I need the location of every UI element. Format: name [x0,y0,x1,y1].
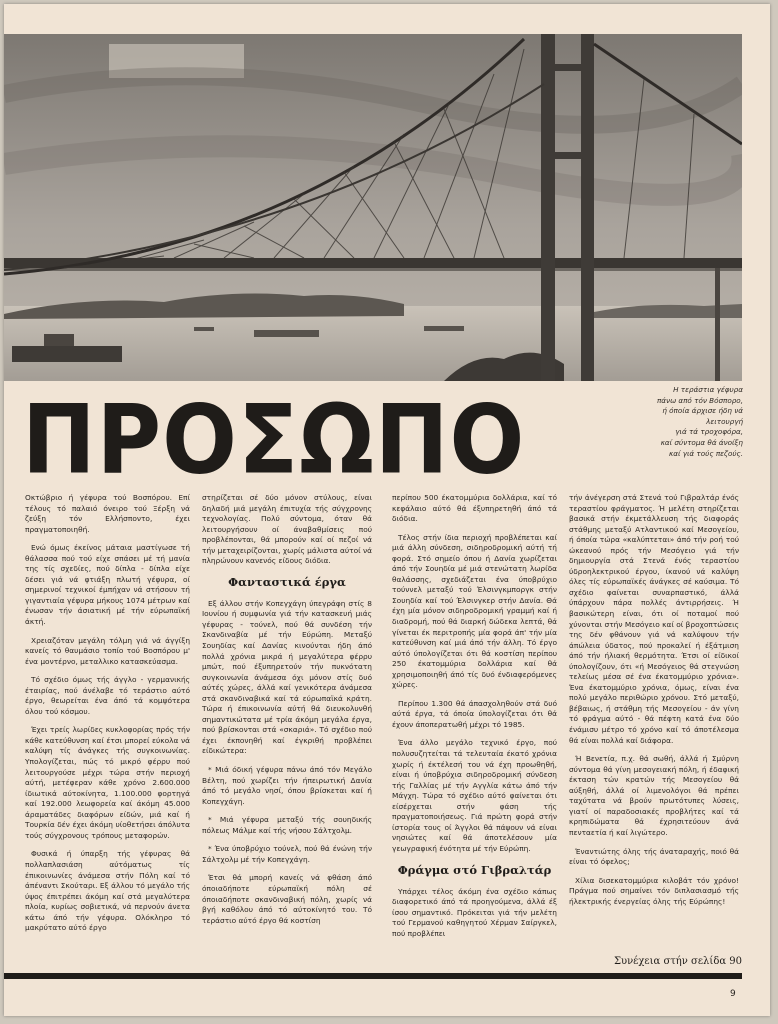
paragraph: Τό σχέδιο όμως τής άγγλο - γερμανικής έταιρίας, πού άνέλαβε τό τεράστιο αύτό έργο, θεωρείται ένα άπό τά κομψότερα όλου τού κόσμου. [25,675,190,716]
paragraph: Χίλια δισεκατομμύρια κιλοβάτ τόν χρόνο! Πράγμα πού σημαίνει τόν διπλασιασμό τής ήλεκτρικής ένεργείας όλης τής Εύρώπης! [569,875,739,906]
paragraph: Εξ άλλου στήν Κοπεγχάγη ύπεγράφη στίς 8 Ιουνίου ή συμφωνία γιά τήν κατασκευή μιάς γέφυρας - τούνελ, πού θά συνδέση τήν Σκανδιναβία μέ τήν Εύρώπη. Μεταξύ Σουηδίας καί Δανίας κινούνται ήδη άπό πολλά χρόνια μικρά ή μεγαλύτερα φέρρυ μπώτ, πού έξυπηρετούν τήν πυκνότατη συγκοινωνία άνάμεσα όχι μόνον στίς δυό αύτές χώρες, άλλά καί γενικότερα άνάμεσα στά σκανδιναβικά καί τά εύρωπαϊκά κράτη. Τώρα ή έπικοινωνία αύτή θά διευκολυνθή σημαντικώτατα μέ τρία άκόμη μεγάλα έργα, πού βρίσκονται στά «σκαριά». Τό σχέδιο πού έχει έκπονηθή καί έγκριθή προβλέπει είδικώτερα: [202,598,372,756]
paragraph: Φυσικά ή ύπαρξη τής γέφυρας θά πολλαπλασιάση αύτόματως τίς έπικοινωνίες άνάμεσα στήν Πόλη καί τό άπέναντι Σκούταρι. Εξ άλλου τό μεγάλο τής ύψος έπιτρέπει άκόμη καί στά μεγαλύτερα πλοία, κυρίως σοβιετικά, νά περνούν άνετα κάτω άπό τήν γέφυρα. Ολόκληρο τό μακρύτατο αύτό έργο [25,849,190,933]
paragraph: * Μιά όδική γέφυρα πάνω άπό τόν Μεγάλο Βέλτη, πού χωρίζει τήν ήπειρωτική Δανία άπό τό μεγάλο νησί, όπου βρίσκεται καί ή Κοπεγχάγη. [202,765,372,806]
text-column-4 [569,493,739,915]
paragraph: Έχει τρείς λωρίδες κυκλοφορίας πρός τήν κάθε κατεύθυνση καί έτσι μπορεί εύκολα νά καλύψη τίς άνάγκες τής συγκοινωνίας. Υπολογίζεται, πώς τό μικρό φέρρυ πού λειτουργούσε μέχρι τώρα στήν περιοχή αύτή, μετέφεραν κάθε χρόνο 2.600.000 ίδιωτικά αύτοκίνητα, 1.100.000 φορτηγά καί 192.000 λεωφορεία καί άκόμη 45.000 άραματάδες διαφόρων είδών, μιά καί ή Τουρκία δέν έχει άκόμη υίοθετήσει άπόλυτα τούς σύγχρονους τρόπους μεταφορών. [25,725,190,840]
magazine-page [4,4,770,1016]
text-column-2 [202,493,372,934]
paragraph: Τέλος στήν ίδια περιοχή προβλέπεται καί μιά άλλη σύνδεση, σιδηροδρομική αύτή τή φορά. Στό σημείο όπου ή Δανία χωρίζεται άπό τήν Σουηδία μέ μιά στενώτατη λωρίδα θαλάσσης, σχεδιάζεται ένα ύποβρύχιο τούννελ μεταξύ τού Έλσινγκμποργκ στήν Σουηδία καί τού Έλσινγκερ στήν Δανία. Θά έχη μία μόνον σιδηροδρομική γραμμή καί ή διαδρομή, πού θά διαρκή δώδεκα λεπτά, θά γίνεται έκ περιτροπής μία φορά άπ' τήν μία κατεύθυνση καί μιά άπό τήν άλλη. Τό έργο αύτό ύπολογίζεται ότι θά κοστίση περίπου 250 έκατομμύρια δολλάρια καί θά χρησιμοποιηθή άπό τίς δυό ένδιαφερόμενες χώρες. [392,532,557,690]
text-column-1 [25,493,190,942]
paragraph: περίπου 500 έκατομμύρια δολλάρια, καί τό κεφάλαιο αύτό θά έξυπηρετηθή άπό τά διόδια. [392,493,557,524]
bridge-photo-icon [4,34,742,381]
paragraph: Χρειαζόταν μεγάλη τόλμη γιά νά άγγίξη κανείς τό θαυμάσιο τοπίο τού Βοσπόρου μ' ένα μοντέρνο, μεταλλικο κατασκεύασμα. [25,635,190,666]
bottom-rule [4,973,742,979]
section-heading: Φράγμα στό Γιβραλτάρ [397,862,552,877]
paragraph: Περίπου 1.300 θά άπασχοληθούν στά δυό αύτά έργα, τά όποία ύπολογίζεται ότι θά έχουν άποπερατωθή μέχρι τό 1985. [392,698,557,729]
photo-caption: Η τεράστια γέφυρα πάνω από τόν Βόσπορο, ή όποία άρχισε ήδη νά λειτουργή γιά τά τροχοφόρα, καί σύντομα θά άνοίξη καί γιά τούς πεζούς. [656,385,743,458]
paragraph: Υπάρχει τέλος άκόμη ένα σχέδιο κάπως διαφορετικό άπό τά προηγούμενα, άλλά έξ ίσου σημαντικό. Πρόκειται γιά τήν μελέτη τού Γερμανού καθηγητού Χέρμαν Σαίργκελ, πού προβλέπει [392,886,557,938]
continued-notice: Συνέχεια στήν σελίδα 90 [613,956,742,967]
paragraph: Έτσι θά μπορή κανείς νά φθάση άπό όποιαδήποτε εύρωπαϊκή πόλη σέ όποιαδήποτε σκανδιναβική πόλη, χωρίς νά βγή καθόλου άπό τό αύτοκίνητό του. Τό τεράστιο αύτό έργο θά κοστίση [202,873,372,925]
paragraph: στηρίζεται σέ δύο μόνον στύλους, είναι δηλαδή μιά μεγάλη έπιτυχία τής σύγχρονης τεχνολογίας. Πολύ σύντομα, όταν θά λειτουργήσουν οί άναβαθμίσεις πού προβλέπονται, θά μπορούν καί οί πεζοί νά τήν μεταχειρίζονται, χωρίς μάλιστα αύτοί νά πληρώνουν κανενός είδους διόδια. [202,493,372,566]
paragraph: Έναντιώτης όλης τής άναταραχής, ποιό θά είναι τό όφελος; [569,846,739,867]
text-column-3 [392,493,557,947]
paragraph: τήν άνέγερση στά Στενά τού Γιβραλτάρ ένός τεραστίου φράγματος. Ή μελέτη στηρίζεται βασικά στήν έκμετάλλευση τής διαφοράς στάθμης μεταξύ Ατλαντικού καί Μεσογείου, ή όποία τώρα «καλύπτεται» άπό τήν ροή τού ώκεανού πρός τήν Μεσόγειο γιά τήν δημιουργία στά Στενά ένός τεραστίου ύδροηλεκτρικού έργου, ίκανού νά καλύψη όλες τίς εύρωπαϊκές άνάγκες σέ καύσιμα. Τό σχέδιο φαίνεται συναρπαστικό, άλλά ύπάρχουν πάρα πολλές άντιρρήσεις. Ή βασικώτερη είναι, ότι οί ποταμοί πού χύνονται στήν Μεσόγειο καί οί βροχοπτώσεις της δέν φθάνουν γιά νά καλύψουν τήν άπώλεια ύδατος, πού προκαλεί ή έξάτμιση άπό τήν ήλιακή θερμότητα. Έτσι οί είδικοί ύπολογίζουν, ότι «ή Μεσόγειος θά στεγνώση τελείως μέσα σέ ένα έκατομμύριο χρόνια». Ένα έκατομμύριο χρόνια, όμως, είναι ένα πολύ μεγάλο περιθώριο χρόνου. Στό μεταξύ, βέβαιως, ή στάθμη τής Μεσογείου - άν γίνη τό φράγμα αύτό - θά πέφτη κατά ένα δύο ένάμισυ μέτρο τό χρόνο καί τό άποτέλεσμα θά είναι πολλά καί διάφορα. [569,493,739,745]
paragraph: Οκτώβριο ή γέφυρα τού Βοσπόρου. Επί τέλους τό παλαιό όνειρο τού Ξέρξη νά ζεύξη τόν Ελλήσποντο, έχει πραγματοποιηθή. [25,493,190,534]
paragraph: Ένα άλλο μεγάλο τεχνικό έργο, πού πολυσυζητείται τά τελευταία έκατό χρόνια χωρίς ή έκτέλεσή του νά έχη προωθηθή, είναι ή ύποβρύχια σιδηροδρομική σύνδεση τής Γαλλίας μέ τήν Αγγλία κάτω άπό τήν Μάγχη. Τώρα τό σχέδιο αύτό φαίνεται ότι είσέρχεται στήν φάση τής πραγματοποιήσεως. Γιά πρώτη φορά στήν ίστορία τους οί Άγγλοι θά πάψουν νά είναι νησιώτες καί θά άποτελέσουν μία γεωγραφική ένότητα μέ τήν Εύρώπη. [392,738,557,853]
paragraph: * Ένα ύποβρύχιο τούνελ, πού θά ένώνη τήν Σάλτχολμ μέ τήν Κοπεγχάγη. [202,844,372,864]
paragraph: Ενώ όμως έκείνος μάταια μαστίγωσε τή θάλασσα πού τού είχε σπάσει μέ τή μανία της τίς σχεδίες, πού δίπλα - δίπλα είχε δέσει γιά νά φτιάξη πλωτή γέφυρα, οί σημερινοί τεχνικοί έμπήχαν νά στήσουν τή γιγαντιαία γέφυρα μήκους 1074 μέτρων καί ένωσαν τήν άσιατική μέ τήν εύρωπαϊκή άκτή. [25,543,190,627]
paragraph: Ή Βενετία, π.χ. θά σωθή, άλλά ή Σμύρνη σύντομα θά γίνη μεσογειακή πόλη, ή έδαφική έκταση τών κρατών τής Μεσογείου θά αύξηθή, άλλά οί λιμενολόγοι θά πρέπει ταχύτατα νά βρούν πρωτότυπες λύσεις, γιατί οί παραδοσιακές προβλήτες καί τά κρηπιδώματα θά έχρησιτεύουν άνά πενταετία ή καί λιγώτερο. [569,754,739,837]
page-headline: ΠΡΟΣΩΠΟ [22,383,526,496]
page-number: 9 [730,989,736,999]
section-heading: Φανταστικά έργα [228,574,346,589]
paragraph: * Μιά γέφυρα μεταξύ τής σουηδικής πόλεως Μάλμε καί τής νήσου Σάλτχολμ. [202,815,372,835]
